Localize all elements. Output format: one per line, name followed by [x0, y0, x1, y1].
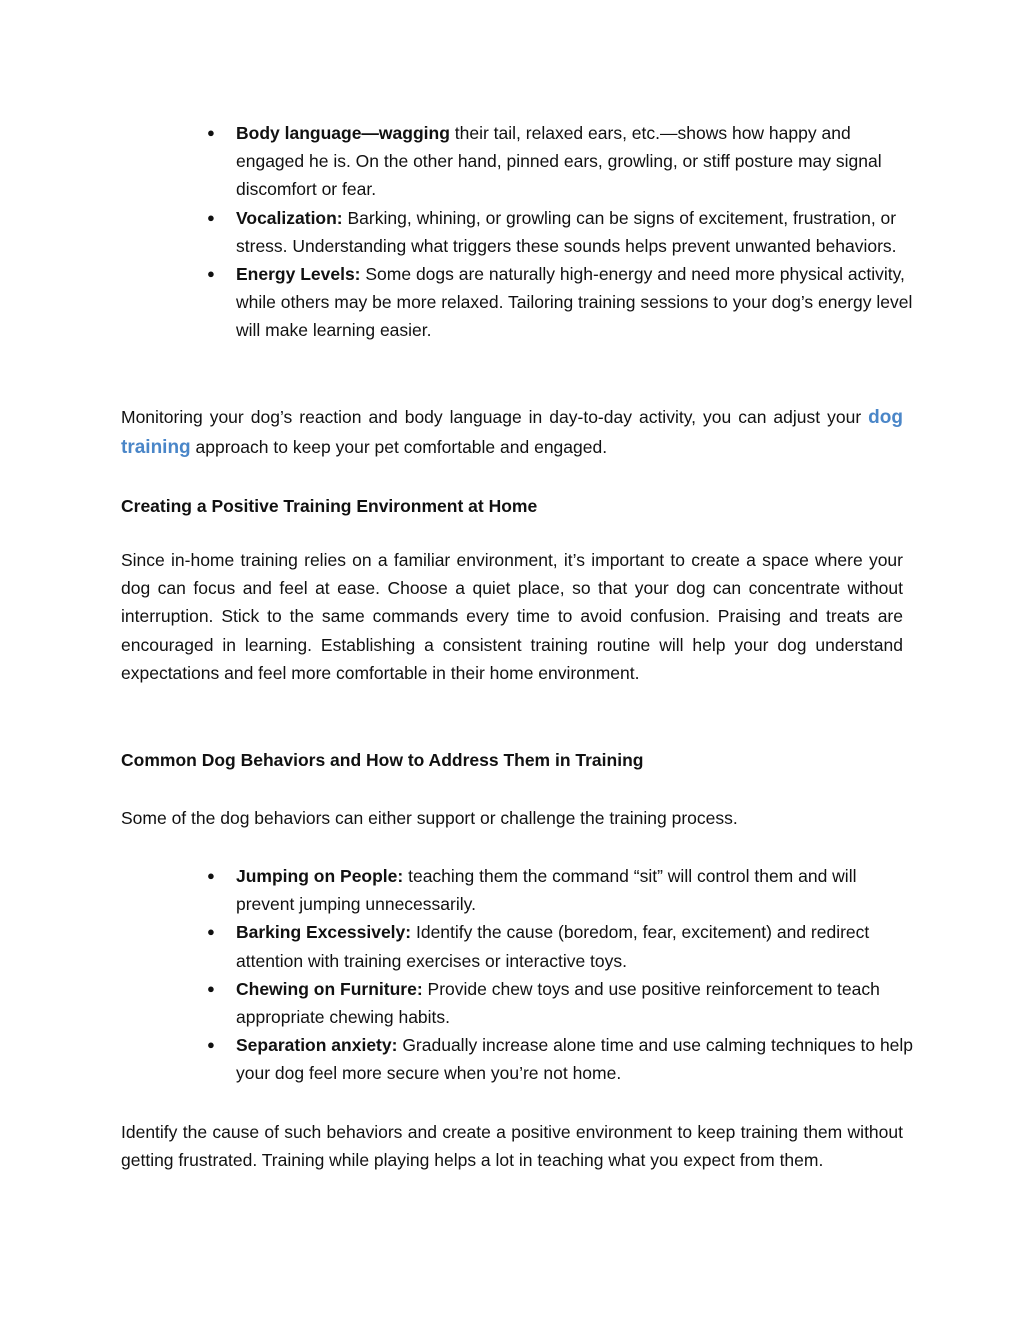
bullet-text: Some dogs are naturally high-energy and need more physical activity, while others may be more relaxed. Tailoring training sessions to your dog’s energy level will make learning easier. — [236, 264, 913, 341]
bullet-icon: ● — [207, 980, 215, 996]
section-heading-behaviors: Common Dog Behaviors and How to Address Them in Training — [121, 750, 644, 770]
list-item-vocalization — [207, 204, 916, 260]
bullet-text: their tail, relaxed ears, etc.—shows how happy and engaged he is. On the other hand, pinned ears, growling, or stiff posture may signal discomfort or fear. — [236, 123, 882, 200]
list-item-barking — [207, 918, 916, 974]
bullet-text: Provide chew toys and use positive reinforcement to teach appropriate chewing habits. — [236, 978, 880, 1028]
paragraph-text: approach to keep your pet comfortable and engaged. — [190, 436, 608, 457]
paragraph-text: Monitoring your dog’s reaction and body language in day-to-day activity, you can adjust your — [121, 407, 869, 427]
monitoring-paragraph — [121, 403, 903, 462]
bullet-icon: ● — [207, 209, 215, 225]
list-item-chewing — [207, 975, 916, 1031]
bullet-icon: ● — [207, 266, 215, 282]
bullet-icon: ● — [207, 1037, 215, 1053]
dog-training-link[interactable]: dog training — [121, 407, 903, 458]
bullet-text: Identify the cause (boredom, fear, excitement) and redirect attention with training exercises or interactive toys. — [236, 922, 870, 971]
closing-paragraph: Identify the cause of such behaviors and create a positive environment to keep training them without getting frustrated. Training while playing helps a lot in teaching what you expect from them. — [121, 1122, 903, 1171]
behaviors-intro: Some of the dog behaviors can either support or challenge the training process. — [121, 808, 738, 828]
bullet-label: Chewing on Furniture: — [236, 978, 423, 999]
bullet-icon: ● — [207, 924, 215, 940]
environment-paragraph: Since in-home training relies on a familiar environment, it’s important to create a space where your dog can focus and feel at ease. Choose a quiet place, so that your dog can concentrate without interruption. Stick to the same commands every time to avoid confusion. Praising and treats are encouraged in learning. Establishing a consistent training routine will help your dog understand expectations and feel more comfortable in their home environment. — [121, 550, 903, 683]
bullet-label: Energy Levels: — [236, 264, 361, 285]
bullet-label: Vocalization: — [236, 207, 343, 228]
body-signals-list — [207, 119, 916, 345]
bullet-label: Body language—wagging — [236, 123, 450, 143]
list-item-jumping — [207, 862, 916, 918]
section-heading-environment: Creating a Positive Training Environment at Home — [121, 496, 538, 516]
bullet-icon: ● — [207, 868, 215, 883]
behaviors-list — [207, 862, 916, 1088]
list-item-separation — [207, 1031, 916, 1087]
bullet-icon: ● — [207, 125, 215, 140]
list-item-energy-levels — [207, 260, 916, 345]
bullet-text: teaching them the command “sit” will control them and will prevent jumping unnecessarily. — [236, 866, 857, 915]
bullet-label: Separation anxiety: — [236, 1035, 398, 1056]
bullet-text: Gradually increase alone time and use calming techniques to help your dog feel more secure when you’re not home. — [236, 1035, 914, 1084]
bullet-text: Barking, whining, or growling can be signs of excitement, frustration, or stress. Understanding what triggers these sounds helps prevent unwanted behaviors. — [236, 207, 897, 256]
list-item-body-language — [207, 119, 916, 204]
bullet-label: Barking Excessively: — [236, 922, 412, 943]
bullet-label: Jumping on People: — [236, 866, 404, 886]
